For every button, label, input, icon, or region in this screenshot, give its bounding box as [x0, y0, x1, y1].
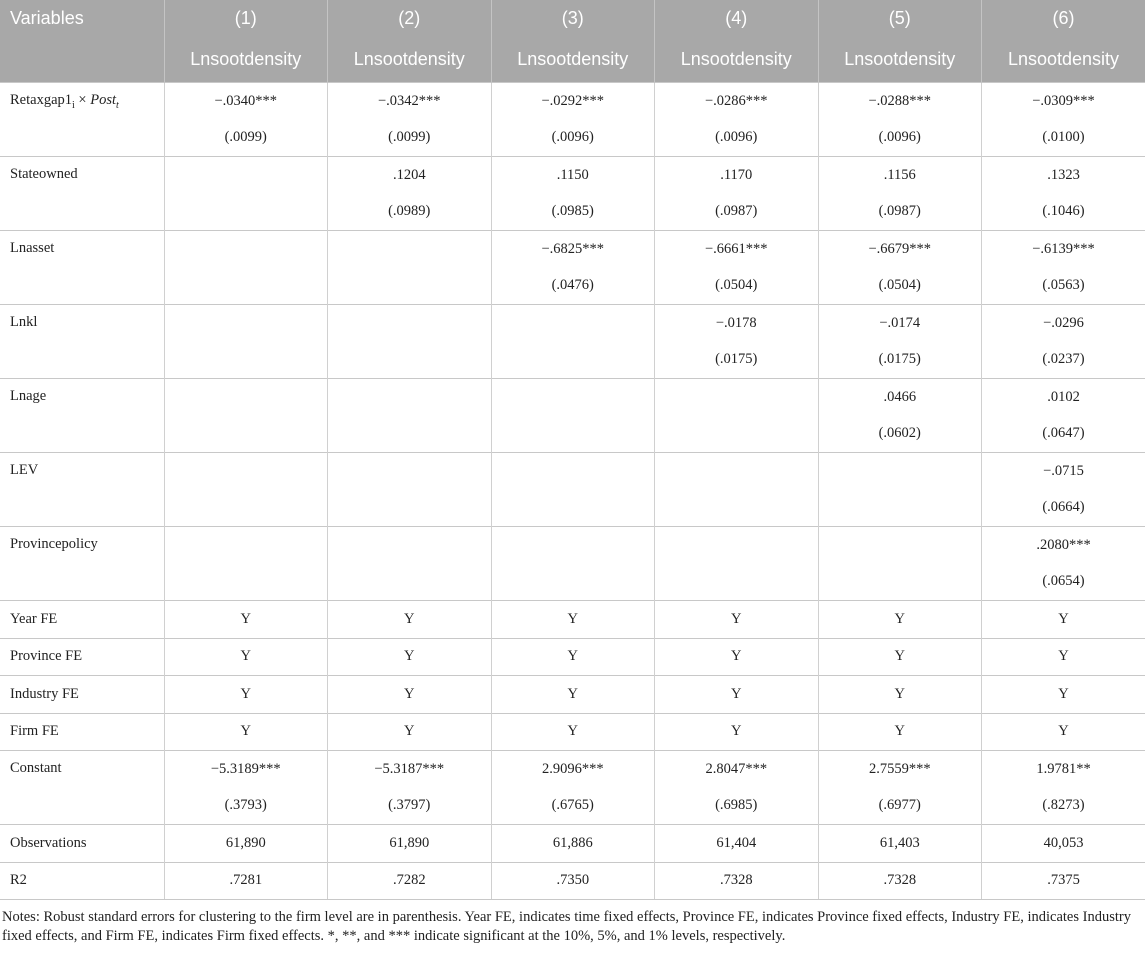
coef-cell: −.0340*** [164, 83, 328, 120]
coef-cell: .1150 [491, 157, 655, 194]
value-cell: Y [164, 676, 328, 714]
value-cell: Y [328, 676, 492, 714]
depvar-header: Lnsootdensity [655, 37, 819, 83]
se-cell: (.0563) [982, 268, 1145, 305]
label-post: Post [90, 92, 117, 108]
se-cell: (.0654) [982, 564, 1145, 601]
coef-cell: −.0174 [818, 305, 982, 342]
coef-cell [328, 231, 492, 268]
se-cell [328, 416, 492, 453]
coef-cell: .0102 [982, 379, 1145, 416]
column-header: (6) [982, 0, 1145, 37]
value-cell: Y [818, 713, 982, 751]
value-cell: .7281 [164, 862, 328, 900]
se-cell: (.0602) [818, 416, 982, 453]
coef-cell: −5.3187*** [328, 751, 492, 788]
table-row [0, 751, 1145, 788]
coef-cell: −.0286*** [655, 83, 819, 120]
value-cell: Y [982, 601, 1145, 639]
variable-label: R2 [0, 862, 164, 900]
coef-cell: .1323 [982, 157, 1145, 194]
coef-cell: .2080*** [982, 527, 1145, 564]
variable-label: LEV [0, 453, 164, 527]
se-cell: (.0476) [491, 268, 655, 305]
table-notes: Notes: Robust standard errors for clustering to the firm level are in parenthesis. Year FE, indicates time fixed effects, Province FE, indicates Province fixed effects, Industry FE, indicates Industry fixed effects, and Firm FE, indicates Firm fixed effects. *, **, and *** indicate significant at the 10%, 5%, and 1% levels, respectively. [2, 909, 1131, 944]
se-cell: (.3797) [328, 788, 492, 825]
variable-label: Lnasset [0, 231, 164, 305]
label-main: Retaxgap1 [10, 92, 73, 108]
coef-cell [164, 305, 328, 342]
value-cell: Y [818, 676, 982, 714]
value-cell: Y [491, 638, 655, 676]
table-row [0, 305, 1145, 342]
coef-cell: −5.3189*** [164, 751, 328, 788]
se-cell: (.0099) [328, 120, 492, 157]
se-cell: (.8273) [982, 788, 1145, 825]
se-cell [164, 194, 328, 231]
table-row [0, 676, 1145, 714]
value-cell: .7328 [818, 862, 982, 900]
variable-label: Year FE [0, 601, 164, 639]
value-cell: .7375 [982, 862, 1145, 900]
coef-cell: −.6679*** [818, 231, 982, 268]
coef-cell: −.0296 [982, 305, 1145, 342]
coef-cell: 2.7559*** [818, 751, 982, 788]
label-sub: i [72, 99, 75, 111]
coef-cell: .1204 [328, 157, 492, 194]
coef-cell: −.0178 [655, 305, 819, 342]
se-cell: (.0100) [982, 120, 1145, 157]
table-row [0, 453, 1145, 490]
se-cell [164, 416, 328, 453]
value-cell: 61,890 [164, 825, 328, 863]
value-cell: Y [655, 676, 819, 714]
value-cell: .7350 [491, 862, 655, 900]
column-header: (4) [655, 0, 819, 37]
coef-cell [818, 453, 982, 490]
se-cell: (.0096) [818, 120, 982, 157]
se-cell: (.0175) [655, 342, 819, 379]
coef-cell [328, 527, 492, 564]
value-cell: 61,404 [655, 825, 819, 863]
value-cell: Y [328, 638, 492, 676]
coef-cell [491, 527, 655, 564]
variable-label: Industry FE [0, 676, 164, 714]
table-row [0, 379, 1145, 416]
table-row [0, 825, 1145, 863]
se-cell: (.6765) [491, 788, 655, 825]
coef-cell [164, 157, 328, 194]
coef-cell: −.6661*** [655, 231, 819, 268]
coef-cell [328, 379, 492, 416]
coef-cell [655, 453, 819, 490]
se-cell [164, 268, 328, 305]
se-cell [328, 268, 492, 305]
depvar-header: Lnsootdensity [164, 37, 328, 83]
se-cell [655, 564, 819, 601]
coef-cell [164, 527, 328, 564]
table-row [0, 231, 1145, 268]
value-cell: Y [982, 713, 1145, 751]
coef-cell: .1156 [818, 157, 982, 194]
se-cell: (.3793) [164, 788, 328, 825]
column-header: (5) [818, 0, 982, 37]
se-cell [655, 416, 819, 453]
table-row [0, 83, 1145, 120]
value-cell: Y [328, 601, 492, 639]
depvar-header: Lnsootdensity [818, 37, 982, 83]
se-cell: (.0237) [982, 342, 1145, 379]
table-row [0, 490, 1145, 527]
se-cell [164, 564, 328, 601]
value-cell: Y [164, 713, 328, 751]
value-cell: Y [491, 713, 655, 751]
depvar-header: Lnsootdensity [982, 37, 1145, 83]
se-cell [491, 490, 655, 527]
table-header [0, 0, 1145, 83]
se-cell [491, 416, 655, 453]
coef-cell: 2.9096*** [491, 751, 655, 788]
value-cell: Y [982, 676, 1145, 714]
table-row [0, 601, 1145, 639]
se-cell [818, 564, 982, 601]
coef-cell [328, 453, 492, 490]
variable-label: Lnage [0, 379, 164, 453]
se-cell: (.6977) [818, 788, 982, 825]
coef-cell: .0466 [818, 379, 982, 416]
variable-label: Constant [0, 751, 164, 825]
se-cell: (.0504) [818, 268, 982, 305]
value-cell: Y [982, 638, 1145, 676]
value-cell: 61,403 [818, 825, 982, 863]
se-cell: (.1046) [982, 194, 1145, 231]
coef-cell: −.6825*** [491, 231, 655, 268]
se-cell [164, 342, 328, 379]
table-row [0, 564, 1145, 601]
variable-label: Stateowned [0, 157, 164, 231]
table-row [0, 862, 1145, 900]
table-row [0, 120, 1145, 157]
se-cell: (.0987) [818, 194, 982, 231]
variable-label: Province FE [0, 638, 164, 676]
variable-label: Observations [0, 825, 164, 863]
coef-cell: 2.8047*** [655, 751, 819, 788]
coef-cell [491, 305, 655, 342]
table-row [0, 638, 1145, 676]
value-cell: 61,890 [328, 825, 492, 863]
coef-cell: −.0342*** [328, 83, 492, 120]
coef-cell [655, 527, 819, 564]
se-cell: (.0985) [491, 194, 655, 231]
coef-cell: −.0309*** [982, 83, 1145, 120]
value-cell: .7328 [655, 862, 819, 900]
table-row [0, 194, 1145, 231]
value-cell: Y [328, 713, 492, 751]
table-row [0, 527, 1145, 564]
value-cell: 40,053 [982, 825, 1145, 863]
value-cell: 61,886 [491, 825, 655, 863]
value-cell: Y [818, 601, 982, 639]
header-blank [0, 37, 164, 83]
depvar-header: Lnsootdensity [491, 37, 655, 83]
coef-cell [655, 379, 819, 416]
variable-label: Provincepolicy [0, 527, 164, 601]
se-cell: (.0989) [328, 194, 492, 231]
column-header: (2) [328, 0, 492, 37]
se-cell: (.0099) [164, 120, 328, 157]
table-row [0, 342, 1145, 379]
se-cell: (.0504) [655, 268, 819, 305]
table-row [0, 713, 1145, 751]
value-cell: Y [164, 601, 328, 639]
se-cell [328, 564, 492, 601]
coef-cell [491, 379, 655, 416]
coef-cell [164, 231, 328, 268]
se-cell [491, 342, 655, 379]
value-cell: Y [655, 601, 819, 639]
se-cell [328, 342, 492, 379]
se-cell [655, 490, 819, 527]
variable-label: Firm FE [0, 713, 164, 751]
value-cell: Y [818, 638, 982, 676]
value-cell: Y [655, 713, 819, 751]
coef-cell [164, 379, 328, 416]
interaction-label [0, 83, 164, 157]
se-cell: (.0987) [655, 194, 819, 231]
table-row [0, 416, 1145, 453]
value-cell: .7282 [328, 862, 492, 900]
coef-cell [164, 453, 328, 490]
se-cell [164, 490, 328, 527]
se-cell: (.0664) [982, 490, 1145, 527]
se-cell: (.0096) [491, 120, 655, 157]
se-cell [491, 564, 655, 601]
coef-cell: 1.9781** [982, 751, 1145, 788]
se-cell: (.0096) [655, 120, 819, 157]
coef-cell [818, 527, 982, 564]
coef-cell [491, 453, 655, 490]
se-cell: (.0175) [818, 342, 982, 379]
value-cell: Y [655, 638, 819, 676]
label-sub-t: t [116, 99, 119, 111]
coef-cell: −.6139*** [982, 231, 1145, 268]
depvar-header: Lnsootdensity [328, 37, 492, 83]
coef-cell: −.0292*** [491, 83, 655, 120]
se-cell: (.6985) [655, 788, 819, 825]
coef-cell: −.0288*** [818, 83, 982, 120]
se-cell: (.0647) [982, 416, 1145, 453]
variable-label: Lnkl [0, 305, 164, 379]
coef-cell: .1170 [655, 157, 819, 194]
coef-cell [328, 305, 492, 342]
value-cell: Y [164, 638, 328, 676]
se-cell [328, 490, 492, 527]
column-header: (1) [164, 0, 328, 37]
table-body [0, 83, 1145, 900]
table-row [0, 788, 1145, 825]
table-row [0, 268, 1145, 305]
column-header: (3) [491, 0, 655, 37]
table-row [0, 157, 1145, 194]
se-cell [818, 490, 982, 527]
coef-cell: −.0715 [982, 453, 1145, 490]
variables-header: Variables [0, 0, 164, 37]
label-times: × [74, 92, 91, 108]
value-cell: Y [491, 601, 655, 639]
value-cell: Y [491, 676, 655, 714]
